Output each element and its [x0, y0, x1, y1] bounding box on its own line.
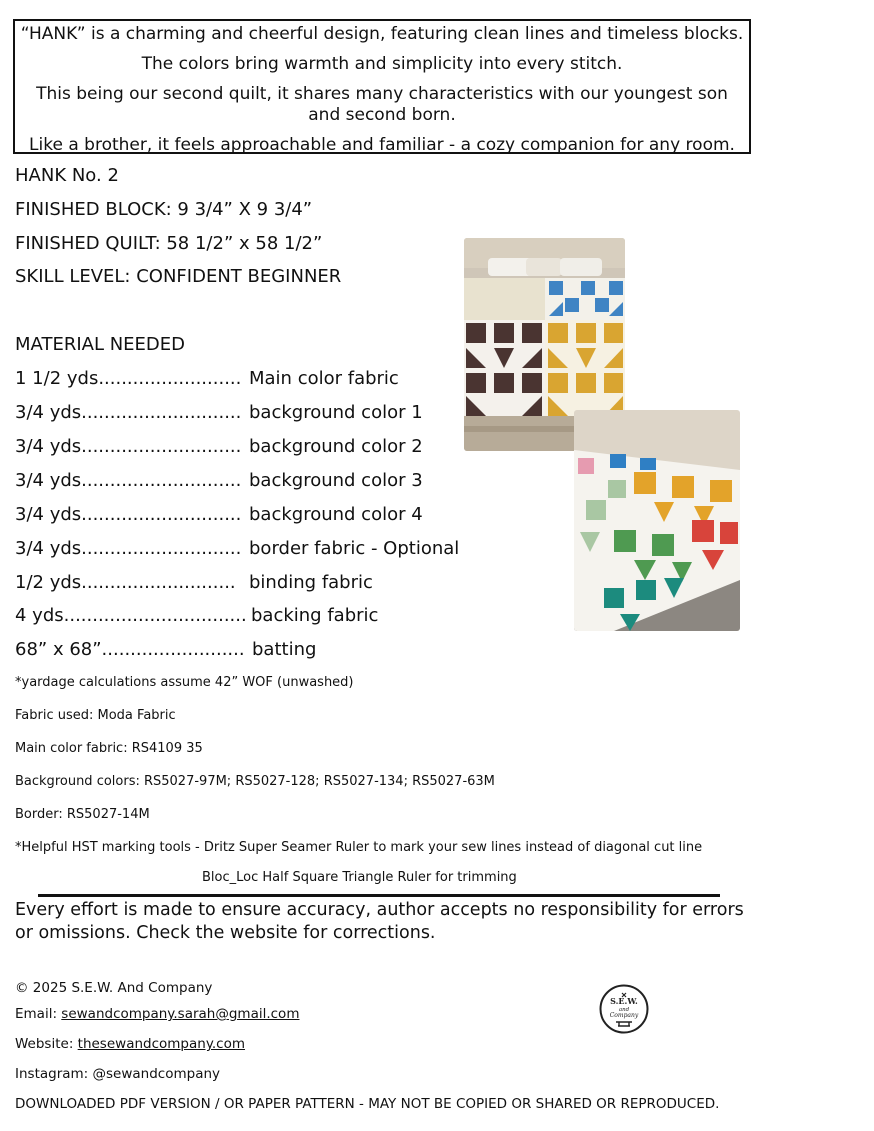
- disclaimer: Every effort is made to ensure accuracy, author accepts no responsibility for errors or omissions. Check the website for corrections.: [15, 900, 744, 943]
- quilt-draped-photo: [574, 410, 740, 631]
- material-desc: binding fabric: [249, 572, 373, 593]
- material-qty: 3/4 yds............................: [15, 436, 242, 457]
- fabric-used: Fabric used: Moda Fabric: [15, 708, 176, 723]
- finished-quilt: FINISHED QUILT: 58 1/2” x 58 1/2”: [15, 233, 323, 254]
- finished-block: FINISHED BLOCK: 9 3/4” X 9 3/4”: [15, 199, 313, 220]
- material-qty: 3/4 yds............................: [15, 402, 242, 423]
- material-qty: 4 yds................................: [15, 605, 247, 626]
- intro-line-4: Like a brother, it feels approachable and familiar - a cozy companion for any room.: [29, 135, 735, 155]
- email-label: Email:: [15, 1006, 62, 1022]
- material-desc: batting: [252, 639, 317, 660]
- email-row: [15, 1006, 299, 1023]
- copy-notice: DOWNLOADED PDF VERSION / OR PAPER PATTERN - MAY NOT BE COPIED OR SHARED OR REPRODUCED.: [15, 1096, 720, 1112]
- material-desc: background color 2: [249, 436, 423, 457]
- material-qty: 1 1/2 yds.........................: [15, 368, 242, 389]
- material-qty: 3/4 yds............................: [15, 538, 242, 559]
- material-desc: backing fabric: [251, 605, 379, 626]
- intro-line-2: The colors bring warmth and simplicity into every stitch.: [141, 54, 623, 74]
- website-row: [15, 1036, 245, 1053]
- material-desc: background color 4: [249, 504, 423, 525]
- logo-text-1: S.E.W.: [610, 996, 638, 1006]
- copyright-symbol: ©: [15, 980, 29, 996]
- instagram: Instagram: @sewandcompany: [15, 1066, 221, 1082]
- pattern-name: HANK No. 2: [15, 165, 119, 186]
- tools-note-2: Bloc_Loc Half Square Triangle Ruler for trimming: [202, 870, 517, 885]
- material-desc: border fabric - Optional: [249, 538, 460, 559]
- divider: [38, 894, 720, 897]
- logo-text-3: Company: [609, 1012, 639, 1019]
- email-link[interactable]: sewandcompany.sarah@gmail.com: [61, 1006, 300, 1022]
- main-color-fabric: Main color fabric: RS4109 35: [15, 741, 203, 756]
- copyright-text: 2025 S.E.W. And Company: [32, 980, 213, 996]
- border-fabric: Border: RS5027-14M: [15, 807, 150, 822]
- material-qty: 1/2 yds...........................: [15, 572, 236, 593]
- materials-heading: MATERIAL NEEDED: [15, 334, 185, 355]
- intro-line-3: This being our second quilt, it shares many characteristics with our youngest son and second born.: [36, 84, 728, 125]
- yardage-note: *yardage calculations assume 42” WOF (unwashed): [15, 675, 354, 690]
- material-desc: background color 3: [249, 470, 423, 491]
- intro-box: [13, 19, 751, 154]
- material-desc: background color 1: [249, 402, 423, 423]
- copyright: [15, 980, 212, 997]
- website-label: Website:: [15, 1036, 78, 1052]
- material-qty: 68” x 68”.........................: [15, 639, 245, 660]
- tools-note: *Helpful HST marking tools - Dritz Super Seamer Ruler to mark your sew lines instead of diagonal cut line: [15, 840, 703, 855]
- website-link[interactable]: thesewandcompany.com: [77, 1036, 246, 1052]
- material-qty: 3/4 yds............................: [15, 504, 242, 525]
- company-logo: [599, 984, 649, 1034]
- material-qty: 3/4 yds............................: [15, 470, 242, 491]
- background-colors: Background colors: RS5027-97M; RS5027-128; RS5027-134; RS5027-63M: [15, 774, 495, 789]
- intro-line-1: “HANK” is a charming and cheerful design, featuring clean lines and timeless blocks.: [20, 24, 744, 44]
- material-desc: Main color fabric: [249, 368, 399, 389]
- skill-level: SKILL LEVEL: CONFIDENT BEGINNER: [15, 266, 342, 287]
- logo-text-2: and: [618, 1007, 630, 1013]
